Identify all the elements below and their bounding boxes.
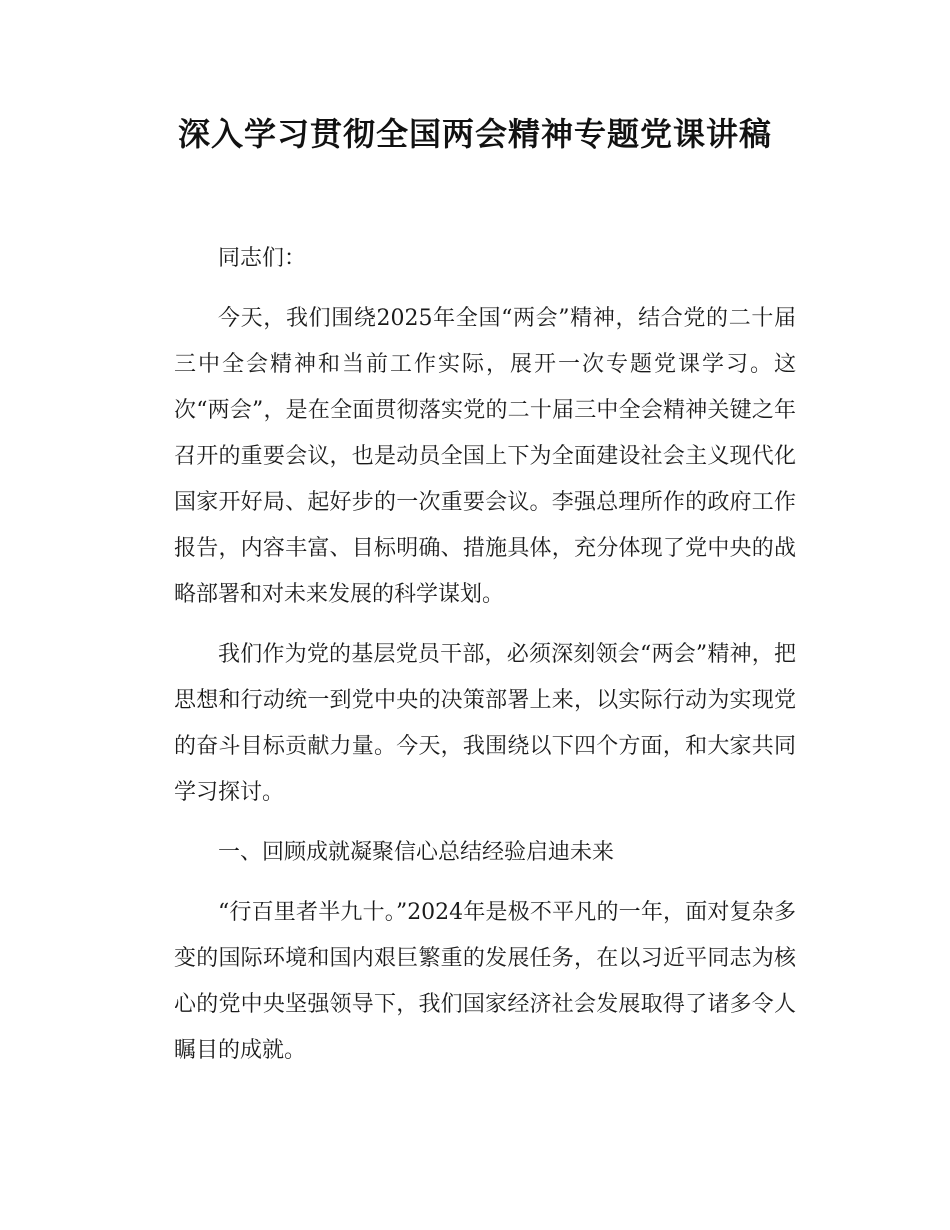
intro-paragraph: 今天，我们围绕2025年全国“两会”精神，结合党的二十届三中全会精神和当前工作实际，展开一次专题党课学习。这次“两会”，是在全面贯彻落实党的二十届三中全会精神关键之年召开的重要会议，也是动员全国上下为全面建设社会主义现代化国家开好局、起好步的一次重要会议。李强总理所作的政府工作报告，内容丰富、目标明确、措施具体，充分体现了党中央的战略部署和对未来发展的科学谋划。 bbox=[174, 306, 796, 607]
document-body bbox=[174, 236, 796, 1088]
section-1-paragraph: “行百里者半九十。”2024年是极不平凡的一年，面对复杂多变的国际环境和国内艰巨繁重的发展任务，在以习近平同志为核心的党中央坚强领导下，我们国家经济社会发展取得了诸多令人瞩目的成就。 bbox=[174, 900, 796, 1063]
greeting-paragraph: 同志们： bbox=[218, 246, 307, 271]
section-heading-1: 一、回顾成就凝聚信心总结经验启迪未来 bbox=[218, 840, 615, 865]
document-title: 深入学习贯彻全国两会精神专题党课讲稿 bbox=[177, 115, 772, 153]
purpose-paragraph: 我们作为党的基层党员干部，必须深刻领会“两会”精神，把思想和行动统一到党中央的决策部署上来，以实际行动为实现党的奋斗目标贡献力量。今天，我围绕以下四个方面，和大家共同学习探讨。 bbox=[174, 642, 796, 805]
